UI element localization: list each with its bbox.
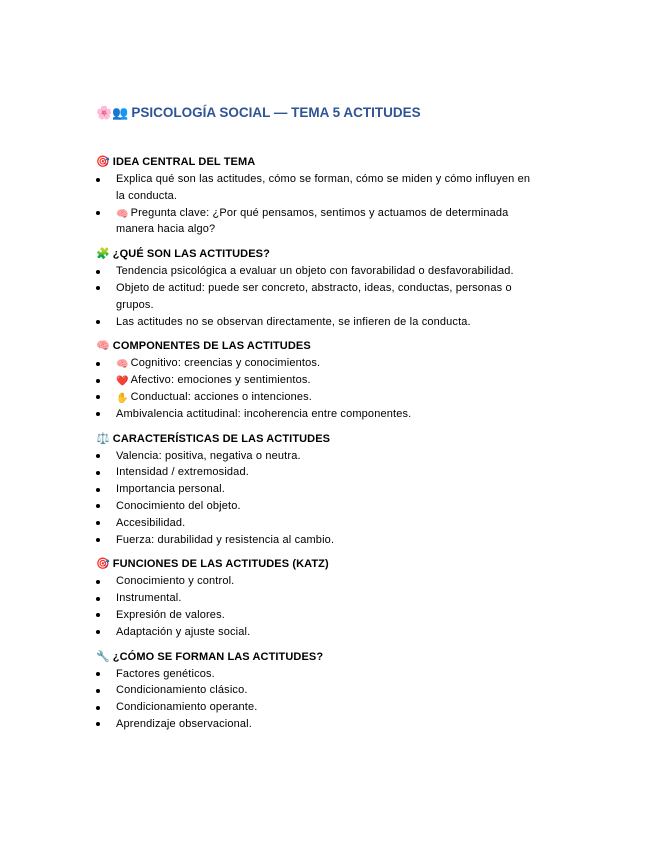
bullet-list <box>96 666 536 733</box>
list-item <box>96 515 536 532</box>
list-item-text: Cognitivo: creencias y conocimientos. <box>130 357 321 370</box>
list-item-text: Conocimiento y control. <box>116 575 235 588</box>
list-item-text: Objeto de actitud: puede ser concreto, abstracto, ideas, conductas, personas o grupos. <box>116 281 512 311</box>
list-item <box>96 263 536 280</box>
list-item-text: Ambivalencia actitudinal: incoherencia entre componentes. <box>116 407 412 420</box>
list-item <box>96 590 536 607</box>
list-item-text: Adaptación y ajuste social. <box>116 625 251 638</box>
bullet-list <box>96 263 536 330</box>
section-icon: 🧩 <box>96 248 110 261</box>
list-item <box>96 498 536 515</box>
section-icon: 🧠 <box>96 340 110 353</box>
section-heading-text: COMPONENTES DE LAS ACTITUDES <box>112 340 311 353</box>
flower-people-icon: 🌸👥 <box>96 104 129 120</box>
list-item-text: Pregunta clave: ¿Por qué pensamos, sentimos y actuamos de determinada manera hacia algo? <box>116 206 509 236</box>
list-item-text: Conductual: acciones o intenciones. <box>130 390 312 403</box>
list-item <box>96 448 536 465</box>
list-item <box>96 682 536 699</box>
list-item <box>96 205 536 239</box>
section-heading-text: CARACTERÍSTICAS DE LAS ACTITUDES <box>112 432 331 445</box>
list-item-text: Afectivo: emociones y sentimientos. <box>130 374 311 387</box>
list-item <box>96 699 536 716</box>
section-heading <box>96 154 536 171</box>
document-title-text: PSICOLOGÍA SOCIAL — TEMA 5 ACTITUDES <box>131 104 421 120</box>
list-item-text: Condicionamiento clásico. <box>116 684 248 697</box>
list-item <box>96 481 536 498</box>
list-item <box>96 573 536 590</box>
section <box>96 246 536 330</box>
list-item-text: Factores genéticos. <box>116 667 215 680</box>
list-item-icon: 🧠 <box>116 359 129 371</box>
list-item-icon: ❤️ <box>116 376 129 388</box>
section-heading <box>96 556 536 573</box>
list-item-text: Condicionamiento operante. <box>116 701 258 714</box>
list-item-text: Instrumental. <box>116 592 182 605</box>
list-item-text: Fuerza: durabilidad y resistencia al cambio. <box>116 533 335 546</box>
section-heading <box>96 338 536 355</box>
section <box>96 649 536 733</box>
bullet-list <box>96 171 536 238</box>
section-heading-text: ¿QUÉ SON LAS ACTITUDES? <box>112 248 270 261</box>
section <box>96 154 536 238</box>
bullet-list <box>96 448 536 549</box>
list-item <box>96 280 536 314</box>
bullet-list <box>96 355 536 422</box>
section-icon: 🔧 <box>96 650 110 663</box>
list-item-icon: 🧠 <box>116 208 129 220</box>
list-item <box>96 716 536 733</box>
section-heading-text: FUNCIONES DE LAS ACTITUDES (KATZ) <box>112 558 329 571</box>
list-item-text: Las actitudes no se observan directamente, se infieren de la conducta. <box>116 315 471 328</box>
sections-container <box>96 154 536 733</box>
list-item <box>96 464 536 481</box>
list-item-text: Aprendizaje observacional. <box>116 717 252 730</box>
section-icon: ⚖️ <box>96 432 110 445</box>
list-item-text: Tendencia psicológica a evaluar un objeto con favorabilidad o desfavorabilidad. <box>116 265 514 278</box>
list-item <box>96 355 536 372</box>
list-item <box>96 532 536 549</box>
section-icon: 🎯 <box>96 558 110 571</box>
document-page <box>96 100 536 741</box>
list-item <box>96 406 536 423</box>
section-icon: 🎯 <box>96 156 110 168</box>
list-item <box>96 372 536 389</box>
list-item-icon: ✋ <box>116 392 129 404</box>
list-item-text: Explica qué son las actitudes, cómo se forman, cómo se miden y cómo influyen en la conducta. <box>116 173 531 202</box>
list-item <box>96 607 536 624</box>
section <box>96 338 536 422</box>
list-item <box>96 389 536 406</box>
list-item-text: Accesibilidad. <box>116 516 186 529</box>
section-heading <box>96 649 536 666</box>
section-heading-text: ¿CÓMO SE FORMAN LAS ACTITUDES? <box>112 650 324 663</box>
bullet-list <box>96 573 536 640</box>
list-item-text: Intensidad / extremosidad. <box>116 466 249 479</box>
list-item <box>96 314 536 331</box>
document-title <box>96 100 536 124</box>
section-heading <box>96 246 536 263</box>
section <box>96 556 536 640</box>
list-item-text: Valencia: positiva, negativa o neutra. <box>116 449 301 462</box>
list-item <box>96 624 536 641</box>
section <box>96 431 536 549</box>
list-item-text: Conocimiento del objeto. <box>116 499 241 512</box>
list-item-text: Importancia personal. <box>116 483 225 496</box>
section-heading <box>96 431 536 448</box>
list-item-text: Expresión de valores. <box>116 608 225 621</box>
section-heading-text: IDEA CENTRAL DEL TEMA <box>112 156 256 168</box>
list-item <box>96 171 536 205</box>
list-item <box>96 666 536 683</box>
